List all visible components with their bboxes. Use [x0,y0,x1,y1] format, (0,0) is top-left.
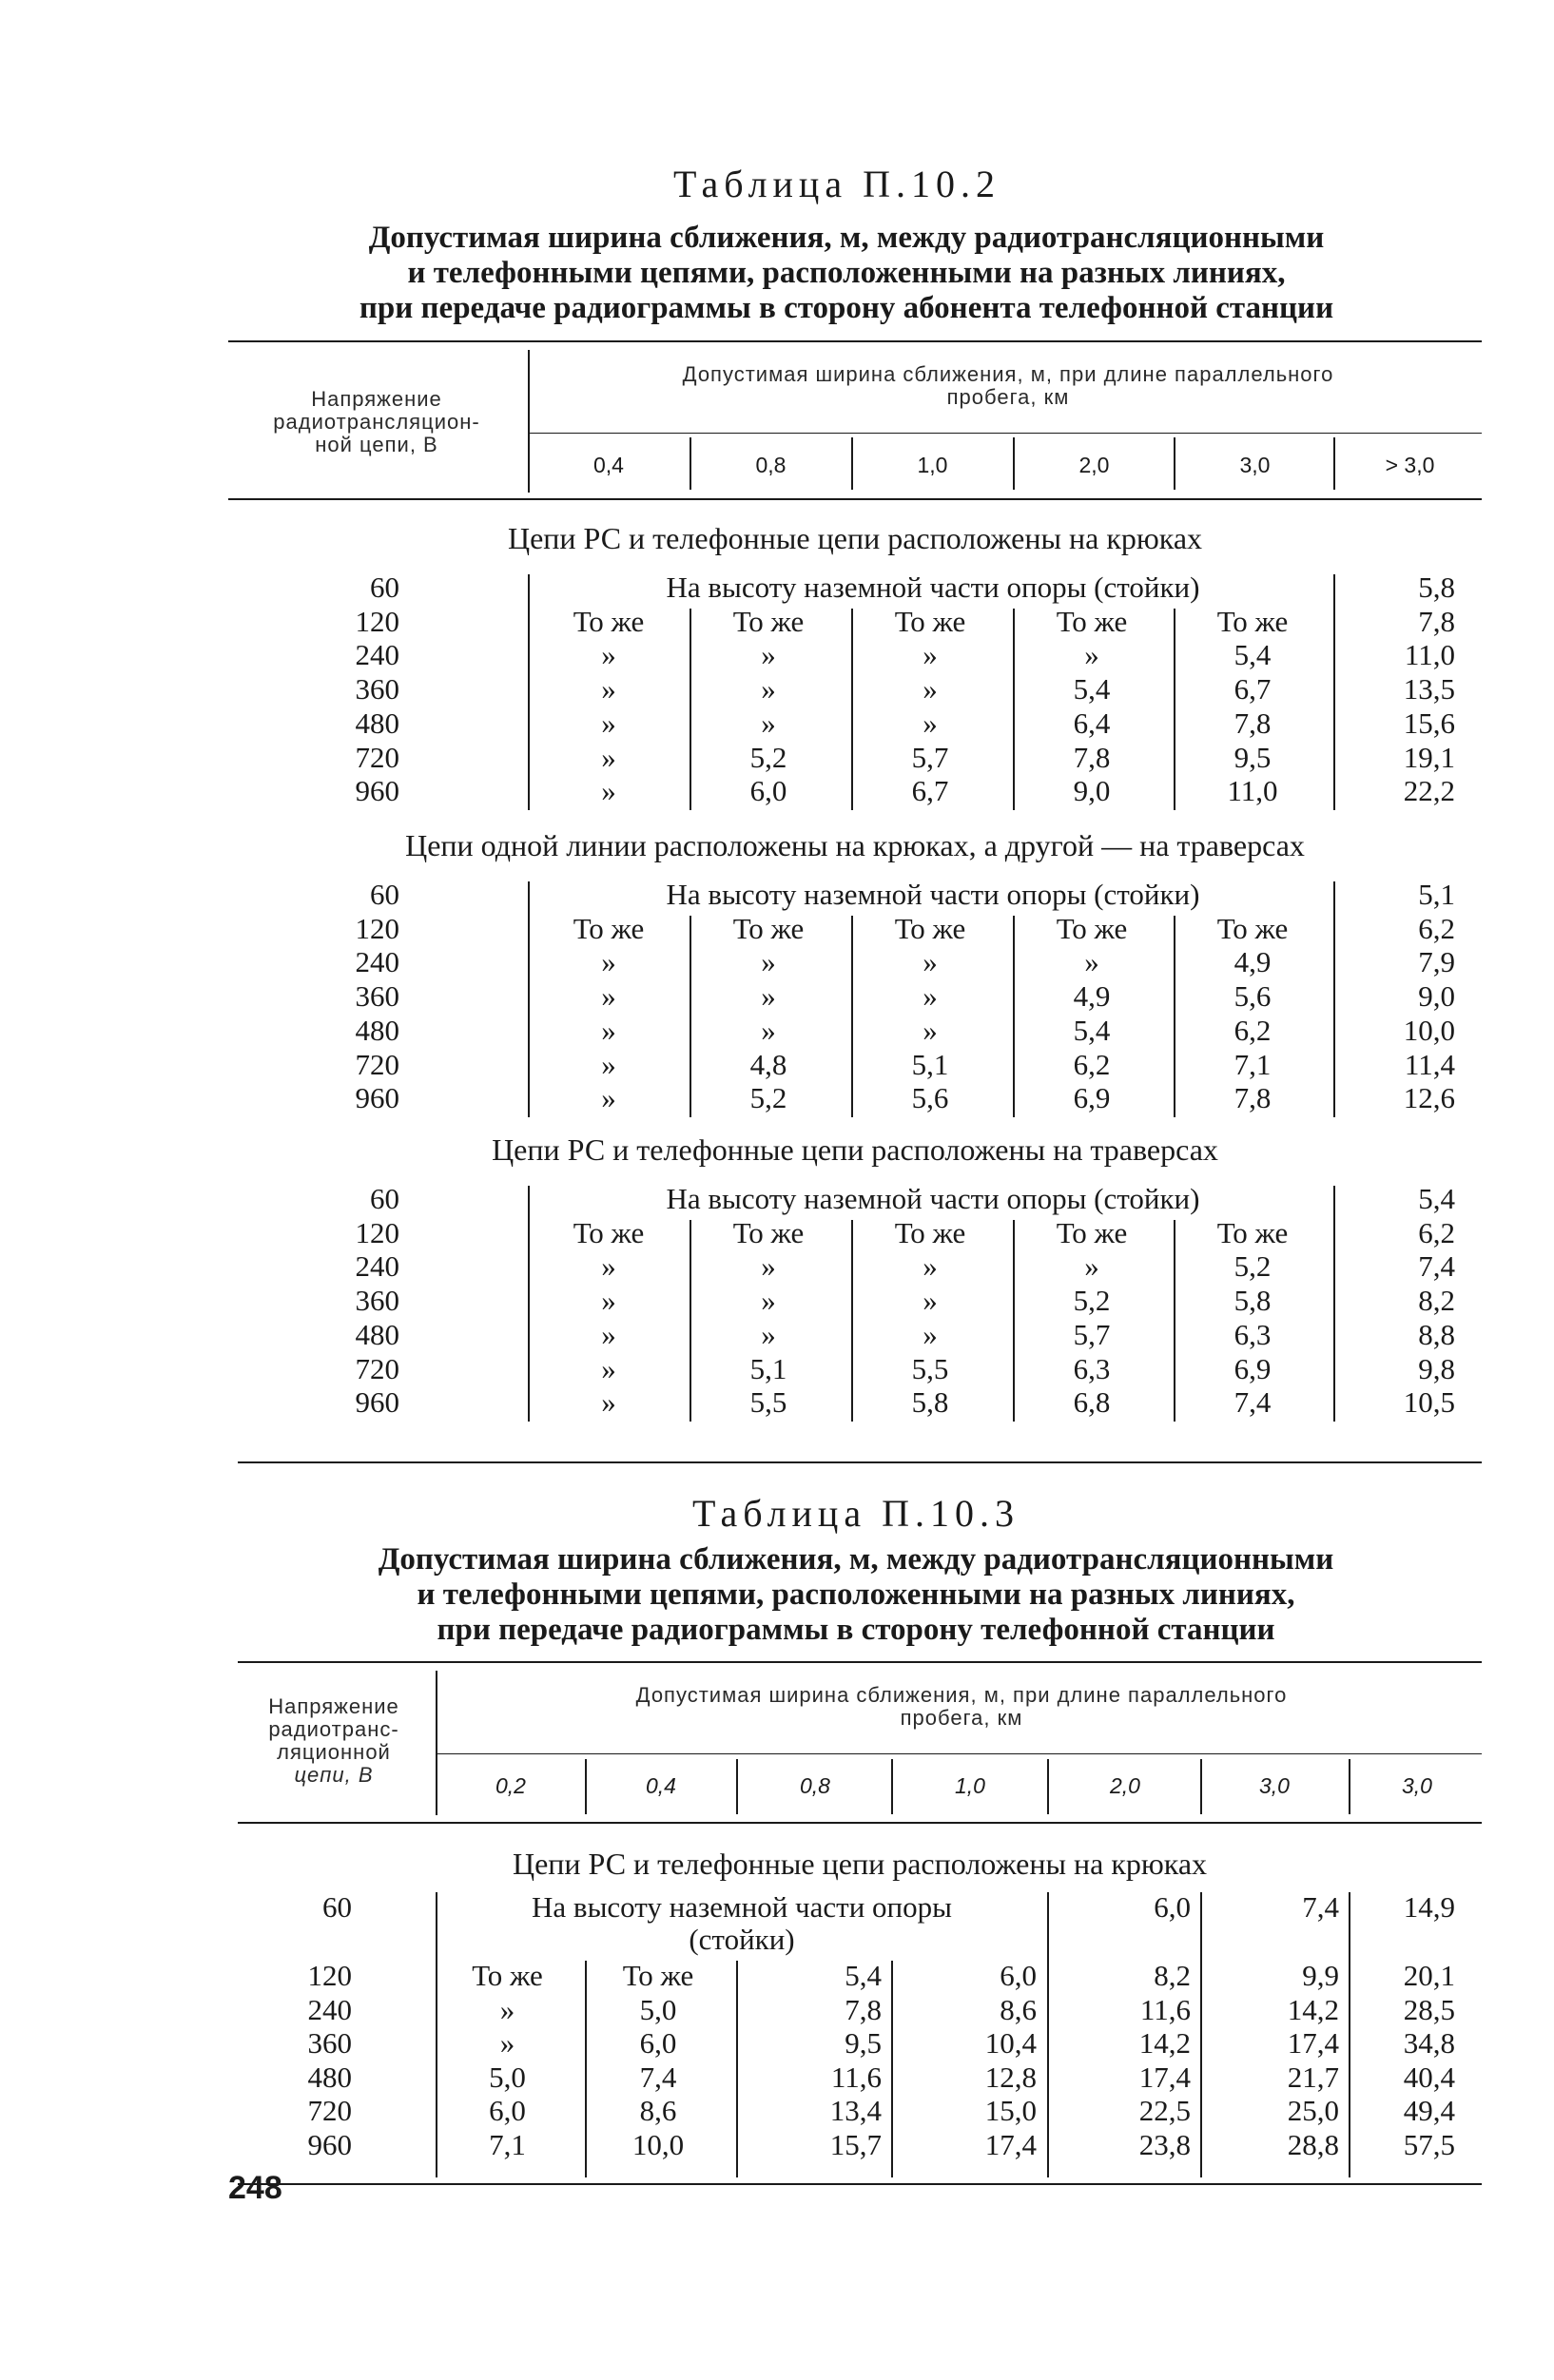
value-cell: 5,4 [1233,638,1272,672]
value-cell: 6,0 [639,2026,677,2061]
value-cell: То же [1216,911,1289,945]
value-cell: То же [732,911,805,945]
value-cell: То же [573,604,645,638]
length-group-header [439,1684,1484,1730]
value-cell: 6,9 [1073,1081,1111,1115]
voltage-cell: 960 [355,774,399,808]
voltage-cell: 360 [355,672,399,706]
value-cell: » [923,672,938,706]
value-cell: » [601,1284,616,1318]
voltage-cell: 960 [355,1385,399,1420]
value-cell: » [761,979,776,1014]
value-cell: 6,4 [1073,706,1111,740]
value-cell: » [601,774,616,808]
value-cell: » [601,1013,616,1047]
value-cell: 5,4 [845,1959,882,1992]
value-cell: 11,0 [1404,638,1455,672]
column-divider [690,1220,691,1422]
length-header: 0,8 [755,453,787,477]
header-bottom-rule [238,1822,1482,1824]
length-group-header [533,363,1484,409]
value-cell: » [761,1249,776,1284]
section-title: Цепи РС и телефонные цепи расположены на крюках [512,1847,1208,1881]
header-line: Напряжение [311,387,442,411]
column-divider [1333,1186,1335,1422]
value-cell: » [601,638,616,672]
value-cell: » [601,945,616,979]
header-line: пробега, км [900,1706,1023,1730]
value-cell: » [761,638,776,672]
column-divider [528,881,530,1117]
voltage-cell: 480 [355,1317,399,1351]
value-cell: 8,2 [1418,1284,1455,1318]
page-number: 248 [228,2170,282,2206]
value-cell: » [761,1317,776,1351]
value-cell: 13,4 [829,2094,882,2128]
header-column-divider [1174,437,1175,490]
title-line: при передаче радиограммы в сторону абонента телефонной станции [359,291,1334,325]
value-cell: 7,8 [1233,1081,1272,1115]
header-line: ляционной [277,1740,391,1764]
voltage-cell: 360 [307,2026,352,2061]
value-cell: То же [1056,1215,1128,1249]
value-cell: 7,1 [489,2128,526,2161]
value-cell: То же [732,604,805,638]
title-line: Допустимая ширина сближения, м, между радиотрансляционными [378,1542,1334,1577]
column-divider [690,609,691,810]
header-line: ной цепи, В [315,433,438,456]
value-cell: 5,2 [1233,1249,1272,1284]
header-mid-rule [528,433,1482,434]
value-cell: 11,6 [1139,1992,1191,2026]
value-cell: 5,4 [1073,1013,1111,1047]
voltage-cell: 720 [355,1047,399,1081]
value-cell: 17,4 [984,2128,1037,2161]
value-cell: 5,8 [1233,1284,1272,1318]
value-cell: 8,6 [639,2094,677,2128]
value-cell: 22,2 [1403,774,1455,808]
voltage-cell: 60 [370,878,399,911]
length-header: 1,0 [955,1773,985,1798]
value-cell: 34,8 [1403,2026,1455,2061]
value-cell: 9,8 [1418,1351,1455,1385]
column-divider [891,1961,893,2177]
voltage-cell: 480 [355,1013,399,1047]
value-cell: 14,2 [1287,1992,1339,2026]
column-divider [585,1961,587,2177]
table-bottom-rule [238,1461,1482,1463]
value-cell: 5,8 [911,1385,949,1420]
value-cell: 5,6 [911,1081,949,1115]
value-cell: 9,9 [1302,1959,1339,1992]
value-cell: 7,4 [1233,1385,1272,1420]
column-divider [528,574,530,810]
header-column-divider [1200,1759,1202,1814]
column-divider [1174,1220,1175,1422]
voltage-cell: 360 [355,1284,399,1318]
value-cell: 40,4 [1403,2060,1455,2094]
value-cell: 6,9 [1233,1351,1272,1385]
value-cell: » [1084,638,1099,672]
value-cell: 10,0 [631,2128,685,2161]
column-divider [1349,1892,1350,2177]
value-cell: » [601,979,616,1014]
length-header: > 3,0 [1385,453,1435,477]
voltage-cell: 60 [370,571,399,604]
header-line: цепи, В [294,1763,374,1787]
value-cell: 10,5 [1403,1385,1455,1420]
value-cell: » [499,2026,515,2061]
value-cell: 5,5 [749,1385,787,1420]
value-cell: 4,8 [749,1047,787,1081]
value-cell: 15,7 [829,2128,882,2161]
voltage-cell: 720 [355,740,399,774]
value-cell: 8,6 [1000,1992,1037,2026]
voltage-cell: 240 [307,1992,352,2026]
value-cell: » [923,638,938,672]
column-divider [1174,916,1175,1117]
header-column-divider [1349,1759,1350,1814]
voltage-cell: 120 [355,911,399,945]
header-divider [528,350,530,493]
value-cell: То же [894,911,966,945]
column-divider [1200,1892,1202,2177]
voltage-cell: 480 [307,2060,352,2094]
value-cell: 20,1 [1403,1959,1455,1992]
length-header: 3,0 [1402,1773,1432,1798]
table-top-rule [228,340,1482,342]
column-divider [1047,1892,1049,2177]
column-divider [1174,609,1175,810]
spanning-note: На высоту наземной части опоры [532,1890,952,1924]
value-cell: 4,9 [1073,979,1111,1014]
column-divider [528,1186,530,1422]
voltage-cell: 960 [355,1081,399,1115]
value-cell: 14,2 [1138,2026,1191,2061]
voltage-cell: 720 [307,2094,352,2128]
header-divider [436,1671,437,1815]
value-cell: 9,0 [1073,774,1111,808]
value-cell: 6,7 [911,774,949,808]
value-cell: То же [732,1215,805,1249]
value-cell: 17,4 [1138,2060,1191,2094]
voltage-cell: 240 [355,638,399,672]
value-cell: 57,5 [1403,2128,1455,2161]
voltage-cell: 480 [355,706,399,740]
value-cell: 7,1 [1233,1047,1272,1081]
column-divider [851,1220,853,1422]
value-cell: » [601,1081,616,1115]
value-cell: 5,2 [749,740,787,774]
value-cell: 7,8 [1418,604,1455,638]
value-cell: » [923,1013,938,1047]
value-cell: То же [1216,1215,1289,1249]
header-column-divider [736,1759,738,1814]
value-cell: То же [1216,604,1289,638]
value-cell: 5,1 [1418,878,1455,911]
value-cell: » [923,1284,938,1318]
value-cell: 19,1 [1403,740,1455,774]
value-cell: То же [1056,911,1128,945]
value-cell: 5,1 [911,1047,949,1081]
value-cell: 25,0 [1287,2094,1339,2128]
value-cell: 5,7 [1073,1317,1111,1351]
column-divider [1013,1220,1015,1422]
value-cell: 5,8 [1418,571,1455,604]
value-cell: 7,4 [1302,1890,1339,1924]
voltage-column-header [236,1695,432,1787]
length-header: 3,0 [1259,1773,1290,1798]
value-cell: 11,4 [1404,1047,1455,1081]
value-cell: 6,7 [1233,672,1272,706]
value-cell: » [1084,1249,1099,1284]
value-cell: То же [622,1959,694,1992]
value-cell: » [601,1317,616,1351]
value-cell: 28,5 [1403,1992,1455,2026]
title-line: и телефонными цепями, расположенными на разных линиях, [417,1577,1295,1612]
voltage-cell: 60 [322,1890,352,1924]
value-cell: То же [1056,604,1128,638]
value-cell: 9,0 [1418,979,1455,1014]
spanning-note: (стойки) [689,1923,795,1956]
value-cell: » [923,706,938,740]
header-column-divider [585,1759,587,1814]
value-cell: » [601,1249,616,1284]
voltage-cell: 360 [355,979,399,1014]
value-cell: 5,0 [489,2060,526,2094]
title-line: при передаче радиограммы в сторону телефонной станции [437,1613,1275,1647]
header-line: Допустимая ширина сближения, м, при длине параллельного [682,362,1334,386]
value-cell: То же [472,1959,543,1992]
value-cell: 8,8 [1418,1317,1455,1351]
column-divider [690,916,691,1117]
section-title: Цепи РС и телефонные цепи расположены на крюках [507,521,1203,555]
value-cell: 10,0 [1403,1013,1455,1047]
value-cell: 7,8 [1073,740,1111,774]
header-line: Напряжение [268,1694,399,1718]
value-cell: 6,0 [749,774,787,808]
value-cell: » [923,945,938,979]
value-cell: » [761,945,776,979]
section-title: Цепи одной линии расположены на крюках, а другой — на траверсах [405,828,1305,862]
value-cell: 6,0 [1000,1959,1037,1992]
value-cell: 12,8 [984,2060,1037,2094]
value-cell: 5,1 [749,1351,787,1385]
voltage-cell: 120 [355,604,399,638]
value-cell: 5,6 [1233,979,1272,1014]
value-cell: 14,9 [1403,1890,1455,1924]
value-cell: » [499,1992,515,2026]
table-caption: Таблица П.10.3 [692,1492,1020,1535]
value-cell: » [923,1249,938,1284]
title-line: Допустимая ширина сближения, м, между радиотрансляционными [368,221,1325,255]
value-cell: 7,8 [845,1992,882,2026]
header-column-divider [891,1759,893,1814]
value-cell: » [601,1047,616,1081]
length-header: 0,2 [495,1773,526,1798]
table-bottom-rule [238,2183,1482,2185]
value-cell: » [601,706,616,740]
value-cell: 17,4 [1287,2026,1339,2061]
value-cell: » [601,1351,616,1385]
spanning-note: На высоту наземной части опоры (стойки) [666,1182,1200,1215]
length-header: 0,4 [593,453,624,477]
value-cell: 5,2 [749,1081,787,1115]
value-cell: 21,7 [1287,2060,1339,2094]
value-cell: 13,5 [1403,672,1455,706]
value-cell: 6,2 [1418,911,1455,945]
value-cell: 5,2 [1073,1284,1111,1318]
table-title [238,1542,1474,1648]
length-header: 3,0 [1239,453,1271,477]
value-cell: » [601,672,616,706]
value-cell: 7,8 [1233,706,1272,740]
value-cell: 9,5 [1233,740,1272,774]
value-cell: 6,0 [489,2094,526,2128]
value-cell: 7,9 [1418,945,1455,979]
value-cell: То же [573,911,645,945]
header-column-divider [1333,437,1335,490]
voltage-cell: 60 [370,1182,399,1215]
value-cell: 7,4 [1418,1249,1455,1284]
voltage-cell: 960 [307,2128,352,2161]
table-title [228,221,1465,326]
value-cell: 5,4 [1418,1182,1455,1215]
voltage-column-header [228,388,525,456]
header-line: радиотранс- [268,1717,399,1741]
value-cell: » [923,979,938,1014]
column-divider [1333,574,1335,810]
value-cell: 9,5 [845,2026,882,2061]
header-mid-rule [436,1753,1482,1754]
spanning-note: На высоту наземной части опоры (стойки) [666,571,1200,604]
value-cell: 28,8 [1287,2128,1339,2161]
value-cell: 15,0 [984,2094,1037,2128]
header-line: пробега, км [946,385,1070,409]
voltage-cell: 720 [355,1351,399,1385]
value-cell: 12,6 [1403,1081,1455,1115]
length-header: 2,0 [1078,453,1110,477]
header-line: Допустимая ширина сближения, м, при длине параллельного [635,1683,1288,1707]
value-cell: » [1084,945,1099,979]
voltage-cell: 120 [355,1215,399,1249]
header-column-divider [1013,437,1015,490]
value-cell: То же [894,1215,966,1249]
value-cell: 8,2 [1154,1959,1191,1992]
voltage-cell: 240 [355,945,399,979]
value-cell: 23,8 [1138,2128,1191,2161]
title-line: и телефонными цепями, расположенными на разных линиях, [407,256,1286,290]
column-divider [736,1961,738,2177]
value-cell: » [601,1385,616,1420]
table-caption: Таблица П.10.2 [673,163,1000,205]
voltage-cell: 120 [307,1959,352,1992]
length-header: 0,4 [646,1773,676,1798]
value-cell: 11,6 [830,2060,882,2094]
voltage-cell: 240 [355,1249,399,1284]
value-cell: То же [573,1215,645,1249]
value-cell: 5,7 [911,740,949,774]
length-header: 2,0 [1110,1773,1140,1798]
header-bottom-rule [228,498,1482,500]
value-cell: 4,9 [1233,945,1272,979]
value-cell: 6,3 [1233,1317,1272,1351]
value-cell: 5,0 [639,1992,677,2026]
value-cell: » [761,706,776,740]
value-cell: То же [894,604,966,638]
length-header: 1,0 [917,453,948,477]
value-cell: 6,3 [1073,1351,1111,1385]
value-cell: 10,4 [984,2026,1037,2061]
value-cell: » [761,1013,776,1047]
column-divider [851,609,853,810]
value-cell: » [601,740,616,774]
value-cell: 6,2 [1233,1013,1272,1047]
value-cell: 11,0 [1227,774,1278,808]
header-column-divider [690,437,691,490]
value-cell: 22,5 [1138,2094,1191,2128]
column-divider [1333,881,1335,1117]
header-line: радиотрансляцион- [273,410,480,434]
table-top-rule [238,1661,1482,1663]
value-cell: » [761,672,776,706]
value-cell: » [761,1284,776,1318]
length-header: 0,8 [800,1773,830,1798]
column-divider [1013,916,1015,1117]
value-cell: 49,4 [1403,2094,1455,2128]
header-column-divider [1047,1759,1049,1814]
section-title: Цепи РС и телефонные цепи расположены на траверсах [492,1132,1218,1167]
column-divider [851,916,853,1117]
value-cell: 6,2 [1418,1215,1455,1249]
value-cell: 6,8 [1073,1385,1111,1420]
value-cell: 5,5 [911,1351,949,1385]
spanning-note: На высоту наземной части опоры (стойки) [666,878,1200,911]
value-cell: 15,6 [1403,706,1455,740]
value-cell: 5,4 [1073,672,1111,706]
column-divider [1013,609,1015,810]
value-cell: 7,4 [639,2060,677,2094]
value-cell: 6,0 [1154,1890,1191,1924]
value-cell: » [923,1317,938,1351]
column-divider [436,1892,437,2177]
header-column-divider [851,437,853,490]
value-cell: 6,2 [1073,1047,1111,1081]
